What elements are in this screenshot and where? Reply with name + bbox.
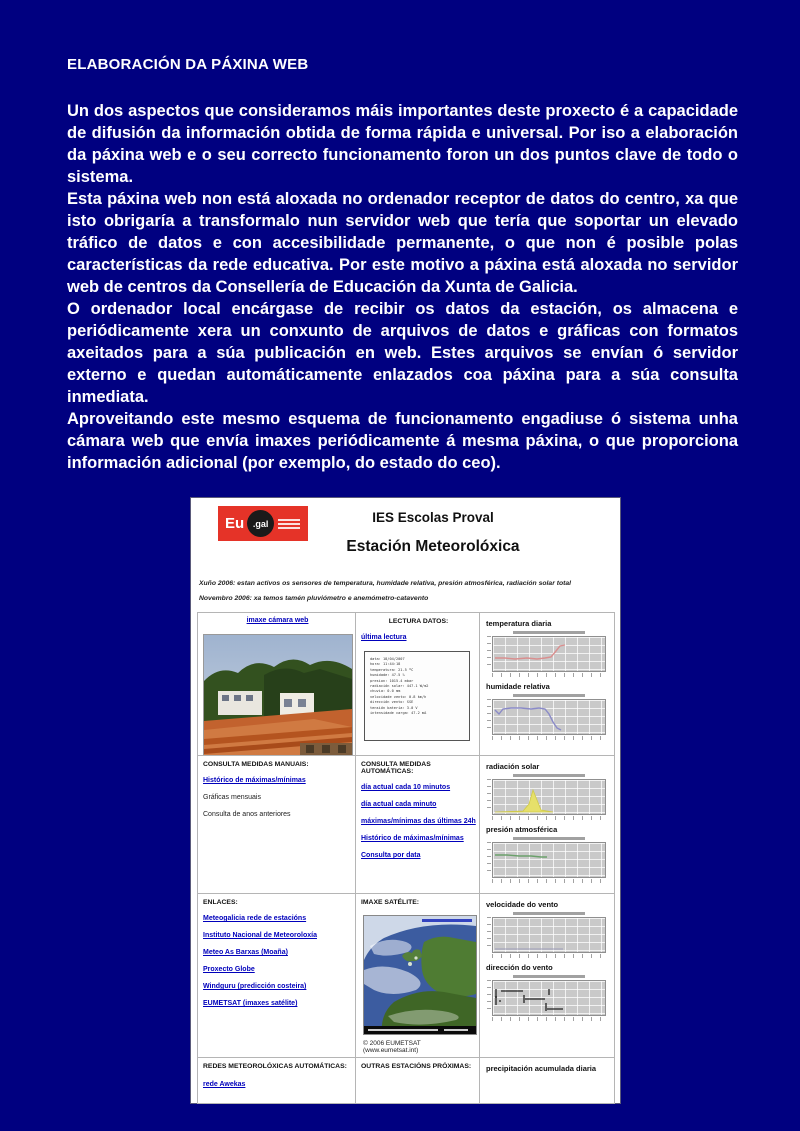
eumetsat-link[interactable]: EUMETSAT (imaxes satélite) (203, 1000, 298, 1007)
proxecto-globe-link[interactable]: Proxecto Globe (203, 966, 255, 973)
satellite-image (363, 915, 477, 1035)
inm-link[interactable]: Instituto Nacional de Meteoroloxía (203, 932, 317, 939)
humidity-chart-label: humidade relativa (486, 682, 550, 691)
historico-maximas-link[interactable]: Histórico de máximas/mínimas (203, 777, 306, 784)
cell-precipitacion (479, 1057, 615, 1103)
meteo-as-barxas-link[interactable]: Meteo As Barxas (Moaña) (203, 949, 288, 956)
lectura-line: presion: 1015.4 mbar (370, 678, 414, 683)
temperature-chart-thumbnail (487, 631, 611, 677)
cell-charts-rad-pres (479, 755, 615, 893)
logo-eu-text: Eu (225, 515, 245, 532)
meteogalicia-link[interactable]: Meteogalicia rede de estacións (203, 915, 307, 922)
lectura-line: hora: 11:44:18 (370, 662, 401, 667)
lectura-line: temperatura: 21.5 ºC (370, 667, 414, 672)
cell-charts-temp-hum (479, 612, 615, 755)
maximas-24h-link[interactable]: máximas/mínimas das últimas 24h (361, 818, 476, 825)
windguru-link[interactable]: Windguru (predicción costeira) (203, 983, 307, 990)
cell-outras-estacions (355, 1057, 479, 1103)
news-note-xuno: Xuño 2006: estan activos os sensores de temperatura, humidade relativa, presión atmosférica, radiación solar total (199, 580, 572, 587)
lectura-line: radiación solar: 447.1 W/m2 (370, 684, 429, 689)
humidity-chart-thumbnail (487, 694, 611, 740)
lectura-line: dirección vento: SSE (370, 700, 414, 705)
winddirection-chart-label: dirección do vento (486, 963, 553, 972)
radiation-chart-thumbnail (487, 774, 611, 820)
outras-header: OUTRAS ESTACIÓNS PRÓXIMAS: (361, 1063, 472, 1070)
station-title: Estación Meteorolóxica (346, 538, 520, 555)
pressure-chart-label: presión atmosférica (486, 825, 558, 834)
lectura-line: velocidade vento: 0.8 km/h (370, 694, 427, 699)
cell-imaxe-satelite (355, 893, 479, 1057)
lectura-line: tensión batería: 3.0 V (370, 705, 418, 710)
redes-header: REDES METEOROLÓXICAS AUTOMÁTICAS: (203, 1063, 347, 1070)
windspeed-chart-label: velocidade do vento (486, 900, 559, 909)
cell-consulta-automaticas (355, 755, 479, 893)
document-text-block (67, 56, 738, 474)
satelite-header: IMAXE SATÉLITE: (361, 899, 420, 906)
consulta-anos-item: Consulta de anos anteriores (203, 811, 291, 818)
paragraph-1: Un dos aspectos que consideramos máis importantes deste proxecto é a capacidade de difusión da información obtida de forma rápida e universal. Por iso a elaboración da páxina web e o seu correcto funcionamento foron un dos puntos clave de todo o sistema. (67, 102, 738, 186)
webcam-photo (203, 634, 353, 755)
radiation-chart-label: radiación solar (486, 762, 540, 771)
cell-enlaces (197, 893, 355, 1057)
lectura-line: chuvia: 0.0 mm (370, 689, 401, 694)
logo-gal-text: .gal (252, 518, 269, 529)
cell-charts-wind (479, 893, 615, 1057)
consulta-por-data-link[interactable]: Consulta por data (361, 852, 421, 859)
historico-automaticas-link[interactable]: Histórico de máximas/mínimas (361, 835, 464, 842)
windspeed-chart-thumbnail (487, 912, 611, 958)
ultima-lectura-link[interactable]: última lectura (361, 634, 407, 641)
content-table (197, 612, 615, 1104)
cell-lectura-datos (355, 612, 479, 755)
rede-awekas-link[interactable]: rede Awekas (203, 1081, 246, 1088)
winddirection-chart-thumbnail (487, 975, 611, 1021)
webcam-link[interactable]: imaxe cámara web (246, 617, 309, 624)
paragraph-4: Aproveitando este mesmo esquema de funcionamento engadiuse ó sistema unha cámara web que envía imaxes periódicamente á mesma páxina, o que proporciona información adicional (por exemplo, do estado do ceo). (67, 410, 738, 472)
site-header (251, 510, 615, 556)
manuais-header: CONSULTA MEDIDAS MANUAIS: (203, 761, 309, 768)
page-title: ELABORACIÓN DA PÁXINA WEB (67, 56, 309, 73)
paragraph-3: O ordenador local encárgase de recibir os datos da estación, os almacena e periódicamente xera un conxunto de arquivos de datos e gráficas con formatos axeitados para a súa publicación en web. Estes arquivos se envían ó servidor externo e quedan automáticamente enlazados coa páxina para a súa consulta inmediata. (67, 300, 738, 406)
cell-webcam (197, 612, 355, 755)
pressure-chart-thumbnail (487, 837, 611, 883)
precipitation-chart-label: precipitación acumulada diaria (486, 1064, 597, 1073)
lectura-databox (364, 651, 470, 741)
enlaces-header: ENLACES: (203, 899, 238, 906)
lectura-line: data: 18/04/2007 (370, 657, 405, 661)
school-name: IES Escolas Proval (372, 510, 494, 525)
dia-actual-minuto-link[interactable]: día actual cada minuto (361, 801, 437, 808)
lectura-line: humidade: 47.5 % (370, 673, 405, 678)
cell-consulta-manuais (197, 755, 355, 893)
dia-actual-10min-link[interactable]: día actual cada 10 minutos (361, 784, 451, 791)
satellite-caption: © 2006 EUMETSAT (www.eumetsat.int) (363, 1040, 421, 1054)
automaticas-header: CONSULTA MEDIDAS AUTOMÁTICAS: (361, 761, 431, 775)
paragraph-2: Esta páxina web non está aloxada no ordenador receptor de datos do centro, xa que isto obrigaría a transformalo nun servidor web que tería que soportar un elevado tráfico de datos e con accesibilidade permanente, o que non é posible polas características da rede educativa. Por este motivo a páxina está aloxada no servidor web de centros da Consellería de Educación da Xunta de Galicia. (67, 190, 738, 296)
graficas-mensuais-item: Gráficas mensuais (203, 794, 261, 801)
webpage-screenshot-panel (190, 497, 621, 1104)
lectura-header: LECTURA DATOS: (388, 618, 449, 625)
news-note-novembro: Novembro 2006: xa temos tamén pluviómetro e anemómetro-catavento (199, 595, 429, 602)
temperature-chart-label: temperatura diaria (486, 619, 552, 628)
lectura-line: intensidade carga: 47.2 mA (370, 711, 427, 716)
cell-redes-automaticas (197, 1057, 355, 1103)
